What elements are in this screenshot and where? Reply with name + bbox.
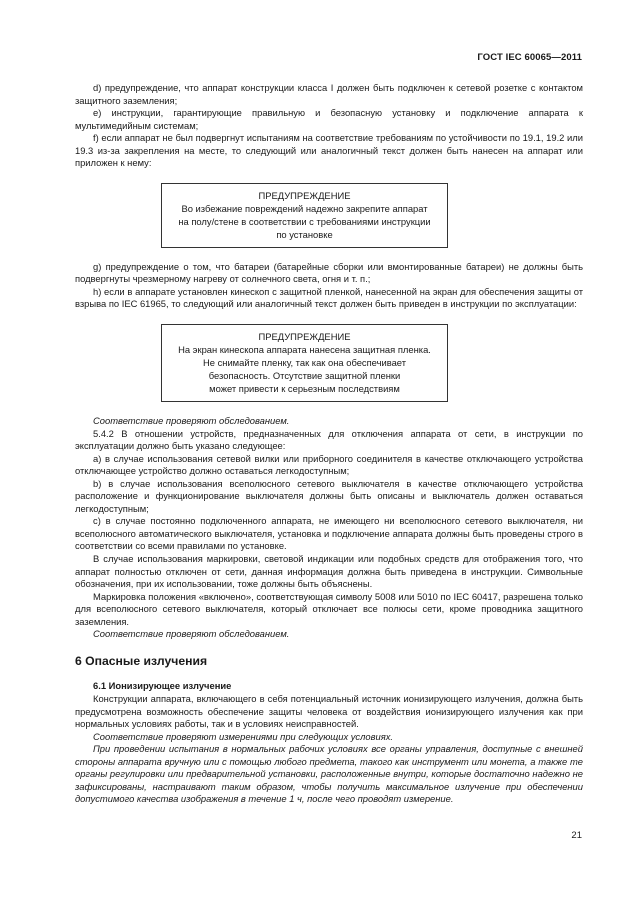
- warning-line: Не снимайте пленку, так как она обеспечивает: [202, 357, 406, 369]
- paragraph-5-4-2: 5.4.2 В отношении устройств, предназначенных для отключения аппарата от сети, в инструкции по эксплуатации должно быть указано следующее:: [75, 427, 583, 452]
- paragraph-marking: В случае использования маркировки, световой индикации или подобных средств для отображения того, что аппарат полностью отключен от сети, данная информация должна быть приведена в инструкции. Символьные обозначения, при их использовании, тоже должны быть объяснены.: [75, 553, 583, 590]
- warning-box-crt-film: [161, 324, 448, 402]
- paragraph-on-marking: Маркировка положения «включено», соответствующая символу 5008 или 5010 по IEC 60417, разрешена только для всеполюсного сетевого выключателя, который отключает все полюсы сети, кроме проводника защитного заземления.: [75, 590, 583, 627]
- document-body: [75, 82, 583, 806]
- paragraph-6-1-2: При проведении испытания в нормальных рабочих условиях все органы управления, доступные с внешней стороны аппарата вручную или с помощью любого предмета, такого как инструмент или монета, а также те органы регулировки или предварительной установки, расположенные внутри, которые достаточно надежно не зафиксированы, настраивают таким образом, чтобы получить максимальное излучение при обеспечении допустимого качества изображения в течение 1 ч, после чего проводят измерение.: [75, 743, 583, 805]
- compliance-note: Соответствие проверяют обследованием.: [93, 415, 290, 427]
- paragraph-h: h) если в аппарате установлен кинескоп с защитной пленкой, нанесенной на экран для обеспечения защиты от взрыва по IEC 61965, то следующий или аналогичный текст должен быть приведен в инструкции по эксплуатации:: [75, 285, 583, 310]
- warning-line: Во избежание повреждений надежно закрепите аппарат: [181, 202, 428, 214]
- compliance-note: Соответствие проверяют обследованием.: [93, 628, 290, 640]
- paragraph-g: g) предупреждение о том, что батареи (батарейные сборки или вмонтированные батареи) не должны быть подвергнуты чрезмерному нагреву от солнечного света, огня и т. п.;: [75, 260, 583, 285]
- warning-title: ПРЕДУПРЕЖДЕНИЕ: [258, 331, 351, 343]
- paragraph-e: e) инструкции, гарантирующие правильную и безопасную установку и подключение аппарата к мультимедийным системам;: [75, 107, 583, 131]
- compliance-note: Соответствие проверяют измерениями при следующих условиях.: [93, 730, 394, 742]
- paragraph-d: d) предупреждение, что аппарат конструкции класса I должен быть подключен к сетевой розетке с контактом защитного заземления;: [75, 82, 583, 106]
- warning-line: на полу/стене в соответствии с требованиями инструкции: [178, 215, 431, 227]
- document-header: ГОСТ IEC 60065—2011: [477, 52, 582, 63]
- paragraph-f: f) если аппарат не был подвергнут испытаниям на соответствие требованиям по устойчивости по 19.1, 19.2 или 19.3 из-за закрепления на месте, то следующий или аналогичный текст должен быть нанесен на аппарат или приложен к нему:: [75, 132, 583, 169]
- item-a: a) в случае использования сетевой вилки или приборного соединителя в качестве отключающего устройства отключающее устройство должно оставаться легкодоступным;: [75, 452, 583, 477]
- item-b: b) в случае использования всеполюсного сетевого выключателя в качестве отключающего устройства расположение и функционирование выключателя должны быть описаны и выключатель должен оставаться легкодоступным;: [75, 477, 583, 514]
- warning-title: ПРЕДУПРЕЖДЕНИЕ: [258, 189, 351, 201]
- page-number: 21: [571, 830, 582, 841]
- warning-line: по установке: [276, 228, 333, 240]
- warning-box-stability: [161, 183, 448, 248]
- item-c: c) в случае постоянно подключенного аппарата, не имеющего ни всеполюсного сетевого выключателя, ни всеполюсного автоматического выключателя, установка и подключение аппарата должны быть проведены строго в соответствии со всеми правилами по установке.: [75, 515, 583, 552]
- section-6-heading: 6 Опасные излучения: [75, 653, 208, 668]
- warning-line: На экран кинескопа аппарата нанесена защитная пленка.: [178, 344, 431, 356]
- warning-line: безопасность. Отсутствие защитной пленки: [208, 370, 401, 382]
- warning-line: может привести к серьезным последствиям: [209, 383, 400, 395]
- paragraph-6-1-1: Конструкции аппарата, включающего в себя потенциальный источник ионизирующего излучения, должна быть предусмотрена возможность обеспечение защиты человека от воздействия ионизирующего излучения как при нормальных условиях работы, так и в условиях неисправностей.: [75, 692, 583, 730]
- section-6-1-heading: 6.1 Ионизирующее излучение: [93, 680, 232, 692]
